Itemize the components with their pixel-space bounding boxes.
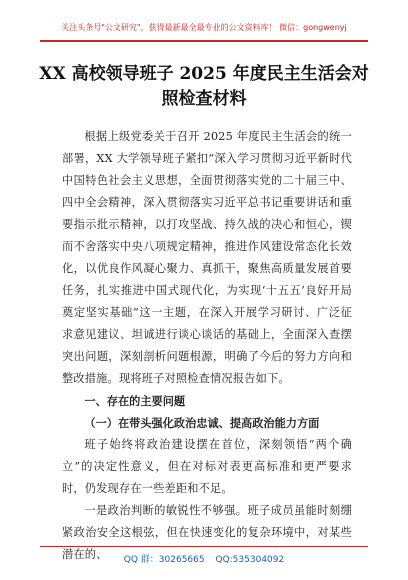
body-paragraph-2: 班子始终将政治建设摆在首位，深刻领悟“两个确立”的决定性意义，但在对标对表更高标准和更严要求时，仍发现存在一些差距和不足。 bbox=[62, 438, 352, 495]
header-promo-text: 关注头条号"公文研究"，获得最新最全最专业的公文资料库！ 微信：gongwenyj bbox=[61, 23, 347, 32]
document-title bbox=[0, 62, 408, 112]
title-line-2: 照检查材料 bbox=[161, 89, 247, 109]
footer-contact bbox=[0, 552, 408, 565]
title-line-1: XX 高校领导班子 2025 年度民主生活会对 bbox=[39, 64, 369, 84]
page-header bbox=[0, 0, 408, 60]
body-paragraph-3: 一是政治判断的敏锐性不够强。班子成员虽能时刻绷紧政治安全这根弦，但在快速变化的复杂环境中，对某些潜在的、 bbox=[62, 504, 352, 561]
intro-paragraph: 根据上级党委关于召开 2025 年度民主生活会的统一部署，XX 大学领导班子紧扣“深入学习贯彻习近平新时代中国特色社会主义思想，全面贯彻落实党的二十届三中、四中全会精神，深入贯彻落实习近平总书记重要讲话和重要指示批示精神，以打攻坚战、持久战的决心和恒心，锲而不舍落实中央八项规定精神，推进作风建设常态化长效化，以优良作风凝心聚力、真抓干，聚焦高质量发展首要任务，扎实推进中国式现代化，为实现‘十五五’良好开局奠定坚实基础”这一主题，在深入开展学习研讨、广泛征求意见建议、坦诚进行谈心谈话的基础上，全面深入查摆突出问题，深刻剖析问题根源，明确了今后的努力方向和整改措施。现将班子对照检查情况报告如下。 bbox=[62, 130, 352, 385]
document-body bbox=[62, 126, 352, 566]
footer-qq-group: QQ 群：30265665 bbox=[123, 555, 205, 565]
header-divider bbox=[40, 40, 368, 42]
footer-qq-number: QQ:535304092 bbox=[215, 555, 285, 565]
section-heading-1: 一、存在的主要问题 bbox=[84, 394, 186, 408]
subsection-heading-1: （一）在带头强化政治忠诚、提高政治能力方面 bbox=[84, 416, 320, 430]
footer-divider bbox=[40, 546, 368, 547]
